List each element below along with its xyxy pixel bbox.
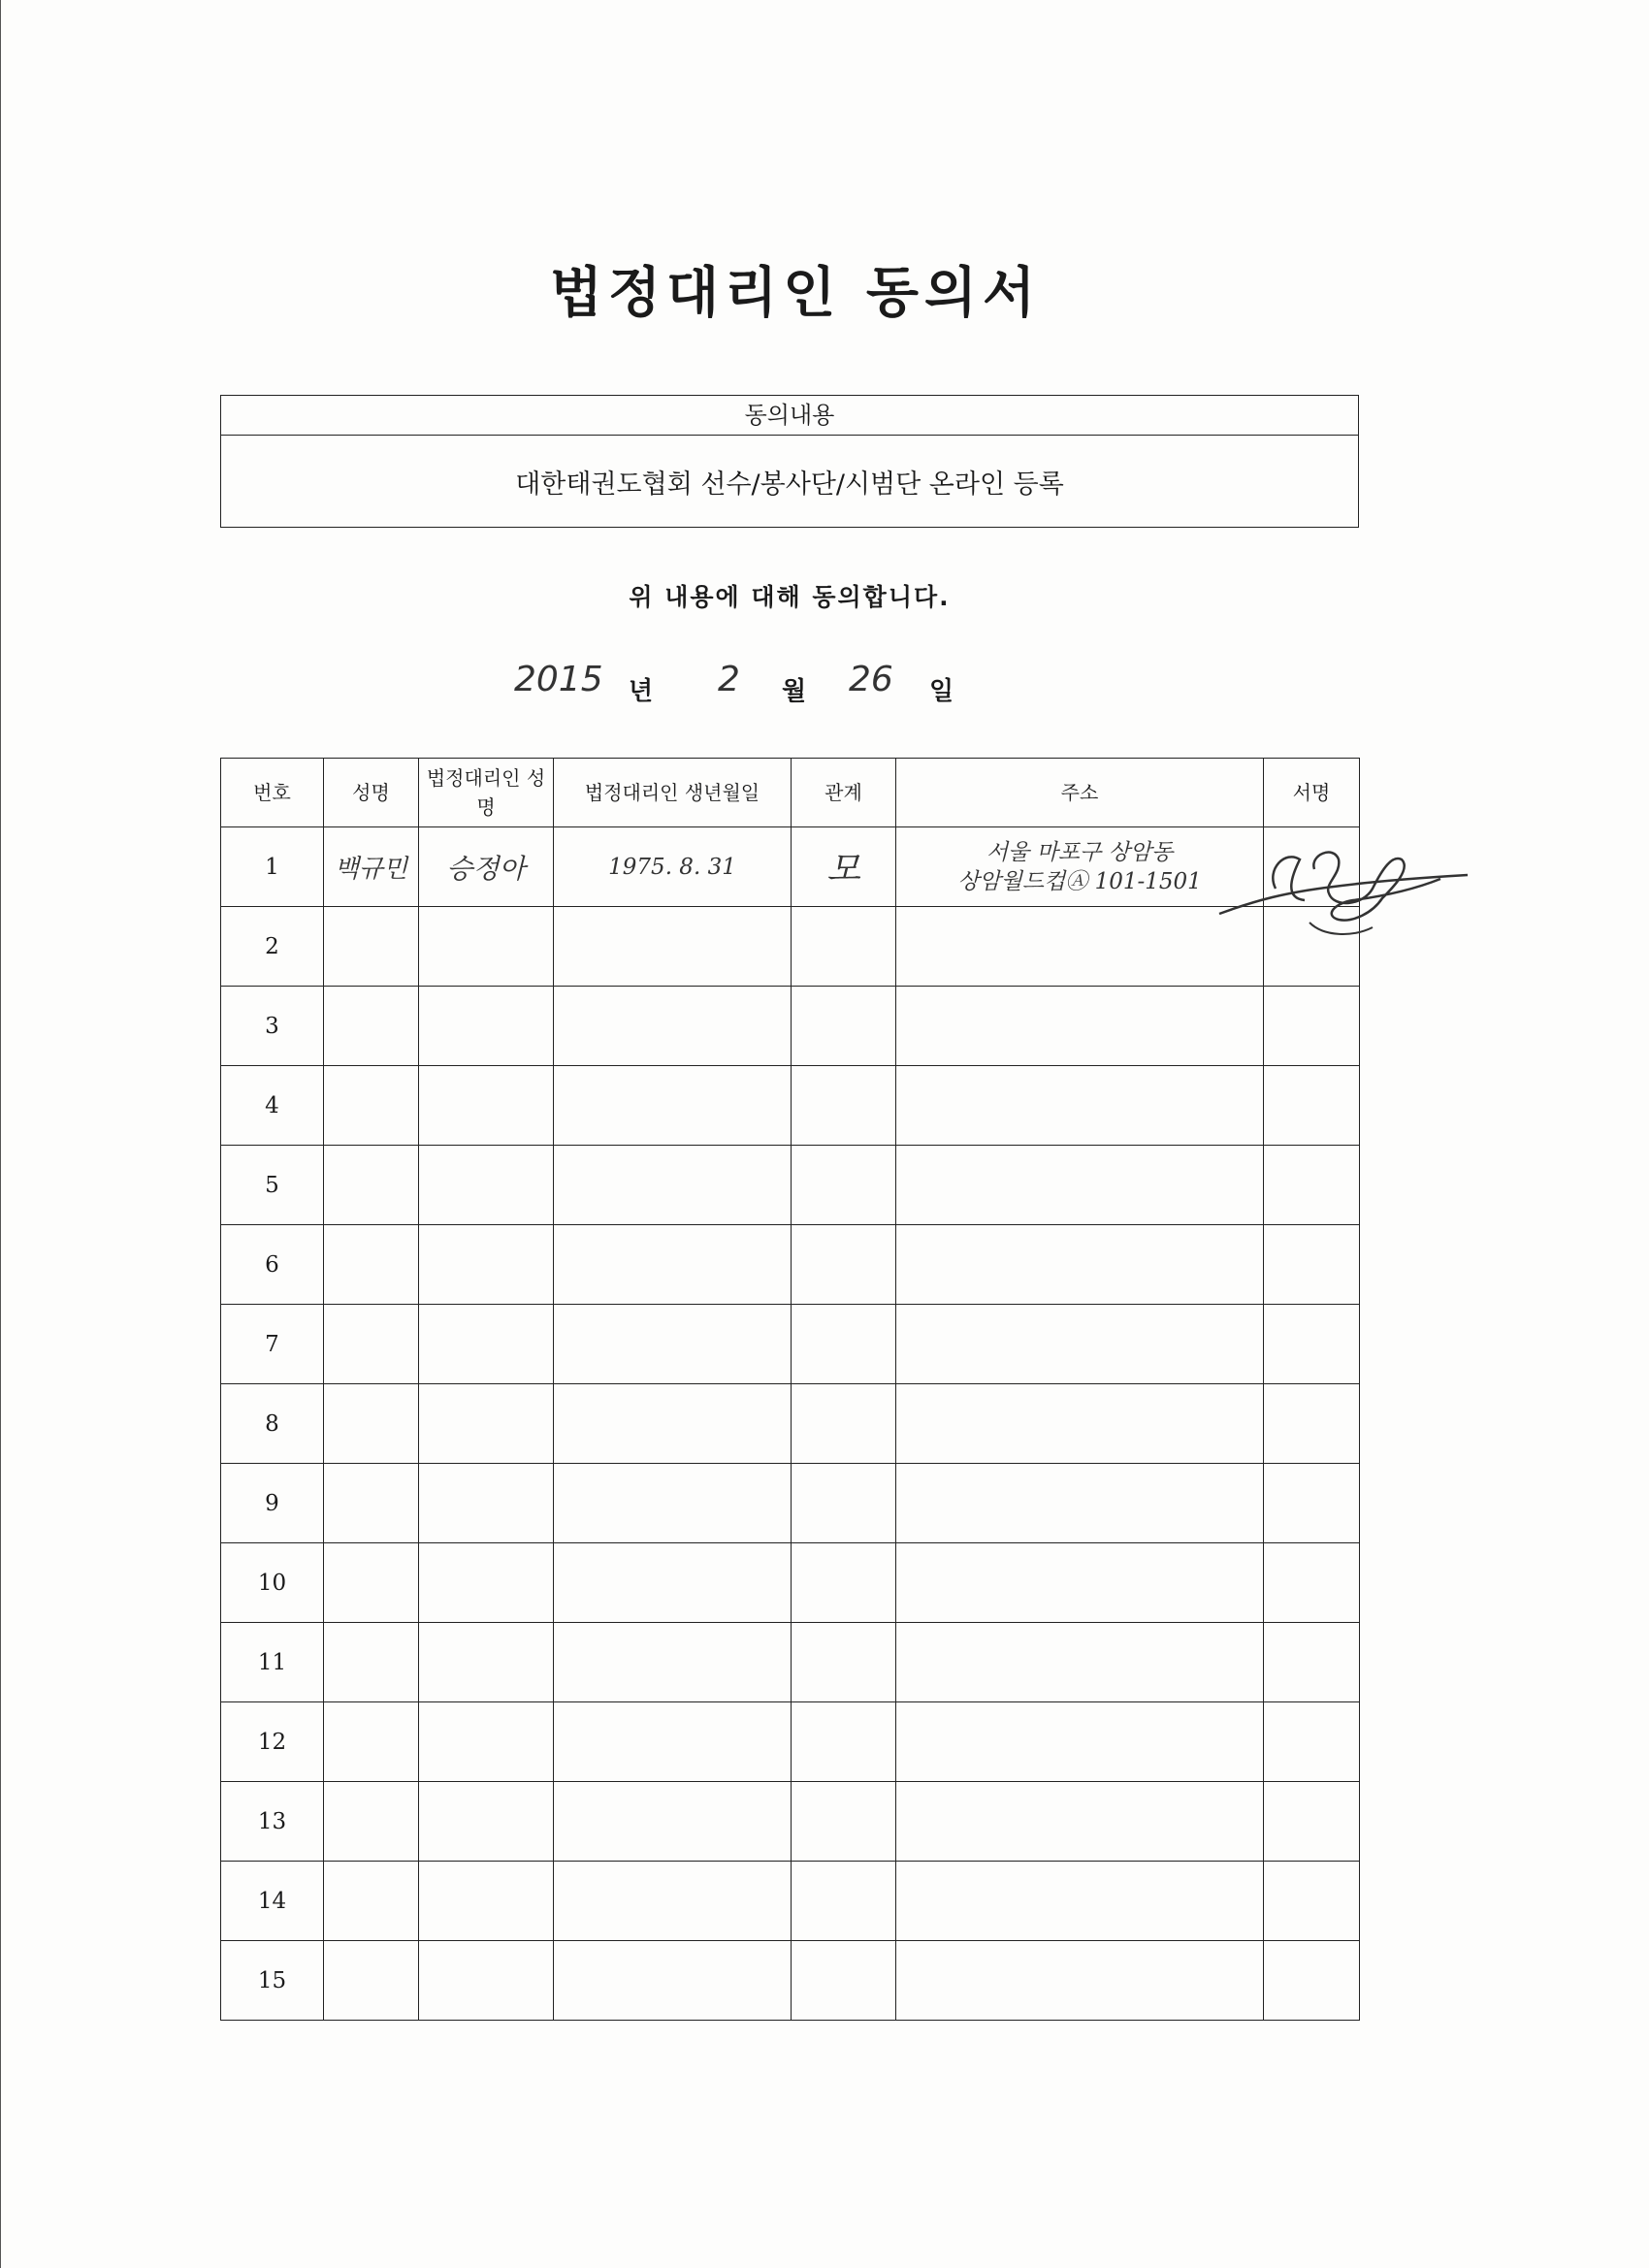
row-address <box>896 1623 1264 1702</box>
consent-content: 대한태권도협회 선수/봉사단/시범단 온라인 등록 <box>515 469 1064 500</box>
date-year-unit: 년 <box>629 677 654 706</box>
row-signature-cell <box>1264 1941 1360 2021</box>
registration-table <box>220 758 1360 2021</box>
table-row <box>221 987 1360 1066</box>
row-guardian-name <box>419 1225 554 1305</box>
row-address <box>896 827 1264 907</box>
table-row <box>221 1225 1360 1305</box>
row-guardian-birth <box>554 1702 792 1782</box>
date-month: 2 <box>718 660 740 699</box>
row-address <box>896 1543 1264 1623</box>
row-relation <box>792 1543 896 1623</box>
row-guardian-name <box>419 907 554 987</box>
row-no: 10 <box>221 1543 324 1623</box>
row-signature-cell <box>1264 1543 1360 1623</box>
row-relation: 모 <box>792 827 896 907</box>
row-address <box>896 1782 1264 1862</box>
row-relation <box>792 1305 896 1384</box>
row-no: 7 <box>221 1305 324 1384</box>
row-guardian-name <box>419 1782 554 1862</box>
row-guardian-name <box>419 1464 554 1543</box>
consent-box <box>220 395 1359 528</box>
row-address <box>896 1384 1264 1464</box>
row-name <box>324 1225 419 1305</box>
address-line-2: 상암월드컵Ⓐ 101-1501 <box>957 868 1202 894</box>
table-row <box>221 907 1360 987</box>
row-guardian-birth <box>554 1941 792 2021</box>
row-name <box>324 1146 419 1225</box>
row-guardian-name <box>419 1702 554 1782</box>
scan-edge <box>0 0 1 2268</box>
row-address <box>896 1941 1264 2021</box>
row-signature-cell <box>1264 1066 1360 1146</box>
row-no: 9 <box>221 1464 324 1543</box>
row-signature-cell <box>1264 1305 1360 1384</box>
row-relation <box>792 1066 896 1146</box>
row-signature-cell <box>1264 1225 1360 1305</box>
header-guardian-birth: 법정대리인 생년월일 <box>554 759 792 827</box>
header-address: 주소 <box>896 759 1264 827</box>
row-no: 14 <box>221 1862 324 1941</box>
row-guardian-birth <box>554 1862 792 1941</box>
row-guardian-birth <box>554 1782 792 1862</box>
date-day: 26 <box>849 660 893 699</box>
row-name <box>324 1782 419 1862</box>
header-signature: 서명 <box>1264 759 1360 827</box>
row-guardian-birth <box>554 1305 792 1384</box>
header-guardian-name: 법정대리인 성명 <box>419 759 554 827</box>
table-row <box>221 1066 1360 1146</box>
row-signature-cell <box>1264 1464 1360 1543</box>
row-signature-cell <box>1264 987 1360 1066</box>
row-address <box>896 1146 1264 1225</box>
row-guardian-birth <box>554 1066 792 1146</box>
row-guardian-birth <box>554 1464 792 1543</box>
row-address <box>896 1066 1264 1146</box>
row-relation <box>792 1464 896 1543</box>
row-guardian-birth <box>554 1384 792 1464</box>
row-guardian-name <box>419 1066 554 1146</box>
row-no: 8 <box>221 1384 324 1464</box>
row-name <box>324 1862 419 1941</box>
row-no: 3 <box>221 987 324 1066</box>
row-relation <box>792 1225 896 1305</box>
handwritten-signature <box>1217 830 1470 947</box>
table-row <box>221 1702 1360 1782</box>
table-header-row <box>221 759 1360 827</box>
row-signature-cell <box>1264 1782 1360 1862</box>
header-name: 성명 <box>324 759 419 827</box>
address-line-1: 서울 마포구 상암동 <box>986 839 1174 865</box>
header-no: 번호 <box>221 759 324 827</box>
header-relation: 관계 <box>792 759 896 827</box>
date-year: 2015 <box>514 660 603 699</box>
row-relation <box>792 1782 896 1862</box>
row-no: 12 <box>221 1702 324 1782</box>
row-relation <box>792 1702 896 1782</box>
row-no: 13 <box>221 1782 324 1862</box>
row-guardian-birth <box>554 1146 792 1225</box>
agree-statement: 위 내용에 대해 동의합니다. <box>629 583 951 611</box>
row-guardian-name <box>419 1623 554 1702</box>
row-signature-cell <box>1264 1702 1360 1782</box>
row-address <box>896 1862 1264 1941</box>
table-row <box>221 1384 1360 1464</box>
row-address <box>896 1464 1264 1543</box>
row-address <box>896 987 1264 1066</box>
row-address <box>896 907 1264 987</box>
table-row <box>221 827 1360 907</box>
row-name <box>324 1464 419 1543</box>
row-guardian-birth <box>554 1623 792 1702</box>
row-name <box>324 1305 419 1384</box>
row-no: 1 <box>221 827 324 907</box>
row-relation <box>792 987 896 1066</box>
row-signature-cell <box>1264 1384 1360 1464</box>
row-address <box>896 1225 1264 1305</box>
row-guardian-birth <box>554 1543 792 1623</box>
row-name <box>324 1384 419 1464</box>
row-guardian-name <box>419 987 554 1066</box>
row-signature-cell <box>1264 1146 1360 1225</box>
row-relation <box>792 1862 896 1941</box>
row-name <box>324 1066 419 1146</box>
row-guardian-name <box>419 1305 554 1384</box>
row-name <box>324 987 419 1066</box>
row-guardian-birth <box>554 907 792 987</box>
table-row <box>221 1862 1360 1941</box>
row-guardian-name <box>419 1941 554 2021</box>
row-name: 백규민 <box>324 827 419 907</box>
row-address <box>896 1305 1264 1384</box>
date-month-unit: 월 <box>782 677 807 706</box>
row-name <box>324 1623 419 1702</box>
row-guardian-birth: 1975. 8. 31 <box>554 827 792 907</box>
row-relation <box>792 1941 896 2021</box>
row-signature-cell <box>1264 1862 1360 1941</box>
row-guardian-name <box>419 1862 554 1941</box>
row-guardian-name: 승정아 <box>419 827 554 907</box>
table-row <box>221 1941 1360 2021</box>
row-name <box>324 1543 419 1623</box>
row-no: 2 <box>221 907 324 987</box>
table-row <box>221 1782 1360 1862</box>
consent-header: 동의내용 <box>221 396 1358 436</box>
date-day-unit: 일 <box>929 677 954 706</box>
date-line <box>514 660 1096 718</box>
row-guardian-name <box>419 1384 554 1464</box>
row-guardian-birth <box>554 1225 792 1305</box>
table-row <box>221 1623 1360 1702</box>
row-no: 5 <box>221 1146 324 1225</box>
row-no: 6 <box>221 1225 324 1305</box>
row-name <box>324 1941 419 2021</box>
row-no: 15 <box>221 1941 324 2021</box>
row-relation <box>792 1146 896 1225</box>
row-name <box>324 1702 419 1782</box>
row-signature-cell <box>1264 1623 1360 1702</box>
row-guardian-birth <box>554 987 792 1066</box>
row-no: 4 <box>221 1066 324 1146</box>
row-name <box>324 907 419 987</box>
row-relation <box>792 1623 896 1702</box>
row-relation <box>792 1384 896 1464</box>
table-row <box>221 1543 1360 1623</box>
row-address <box>896 1702 1264 1782</box>
row-guardian-name <box>419 1146 554 1225</box>
row-relation <box>792 907 896 987</box>
row-no: 11 <box>221 1623 324 1702</box>
row-guardian-name <box>419 1543 554 1623</box>
table-row <box>221 1464 1360 1543</box>
table-row <box>221 1146 1360 1225</box>
table-row <box>221 1305 1360 1384</box>
document-title: 법정대리인 동의서 <box>549 262 1042 325</box>
